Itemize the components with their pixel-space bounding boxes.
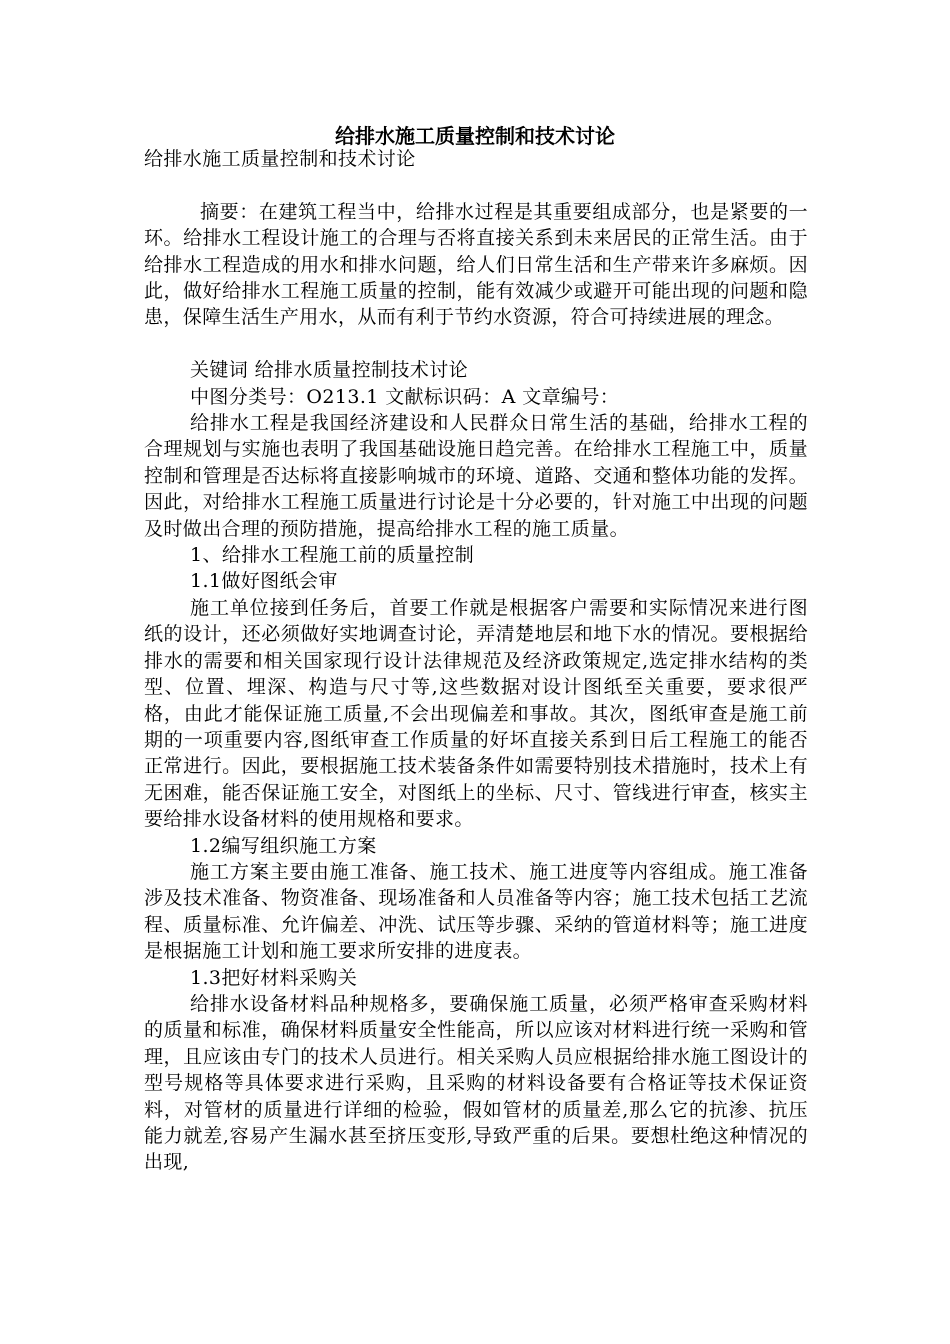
section-1-heading: 1、给排水工程施工前的质量控制 — [190, 544, 475, 567]
section-1-1-paragraph: 施工单位接到任务后，首要工作就是根据客户需要和实际情况来进行图纸的设计，还必须做好实地调查讨论，弄清楚地层和地下水的情况。要根据给排水的需要和相关国家现行设计法律规范及经济政策规定,选定排水结构的类型、位置、埋深、构造与尺寸等,这些数据对设计图纸至关重要，要求很严格，由此才能保证施工质量,不会出现偏差和事故。其次，图纸审查是施工前期的一项重要内容,图纸审查工作质量的好坏直接关系到日后工程施工的能否正常进行。因此，要根据施工技术装备条件如需要特别技术措施时，技术上有无困难，能否保证施工安全，对图纸上的坐标、尺寸、管线进行审查，核实主要给排水设备材料的使用规格和要求。 — [144, 596, 808, 831]
document-subtitle: 给排水施工质量控制和技术讨论 — [144, 148, 416, 170]
section-1-3-paragraph: 给排水设备材料品种规格多，要确保施工质量，必须严格审查采购材料的质量和标准，确保材料质量安全性能高，所以应该对材料进行统一采购和管理，且应该由专门的技术人员进行。相关采购人员应根据给排水施工图设计的型号规格等具体要求进行采购，且采购的材料设备要有合格证等技术保证资料，对管材的质量进行详细的检验，假如管材的质量差,那么它的抗渗、抗压能力就差,容易产生漏水甚至挤压变形,导致严重的后果。要想杜绝这种情况的出现, — [144, 992, 808, 1174]
keywords-line: 关键词 给排水质量控制技术讨论 — [190, 359, 469, 382]
classification-line: 中图分类号：O213.1 文献标识码：A 文章编号： — [190, 385, 620, 408]
document-title: 给排水施工质量控制和技术讨论 — [335, 124, 615, 148]
abstract-paragraph: 摘要：在建筑工程当中，给排水过程是其重要组成部分，也是紧要的一环。给排水工程设计施工的合理与否将直接关系到未来居民的正常生活。由于给排水工程造成的用水和排水问题，给人们日常生活和生产带来许多麻烦。因此，做好给排水工程施工质量的控制，能有效减少或避开可能出现的问题和隐患，保障生活生产用水，从而有利于节约水资源，符合可持续进展的理念。 — [144, 200, 808, 329]
blank-line — [144, 331, 808, 357]
section-1-3-heading: 1.3把好材料采购关 — [190, 966, 358, 989]
intro-paragraph: 给排水工程是我国经济建设和人民群众日常生活的基础，给排水工程的合理规划与实施也表明了我国基础设施日趋完善。在给排水工程施工中，质量控制和管理是否达标将直接影响城市的环境、道路、交通和整体功能的发挥。因此，对给排水工程施工质量进行讨论是十分必要的，针对施工中出现的问题及时做出合理的预防措施，提高给排水工程的施工质量。 — [144, 412, 808, 540]
section-1-1-heading: 1.1做好图纸会审 — [190, 570, 338, 593]
section-1-2-paragraph: 施工方案主要由施工准备、施工技术、施工进度等内容组成。施工准备涉及技术准备、物资准备、现场准备和人员准备等内容；施工技术包括工艺流程、质量标准、允许偏差、冲洗、试压等步骤、采纳的管道材料等；施工进度是根据施工计划和施工要求所安排的进度表。 — [144, 860, 808, 963]
document-body — [144, 146, 808, 1176]
blank-line — [144, 172, 808, 198]
section-1-2-heading: 1.2编写组织施工方案 — [190, 834, 377, 857]
